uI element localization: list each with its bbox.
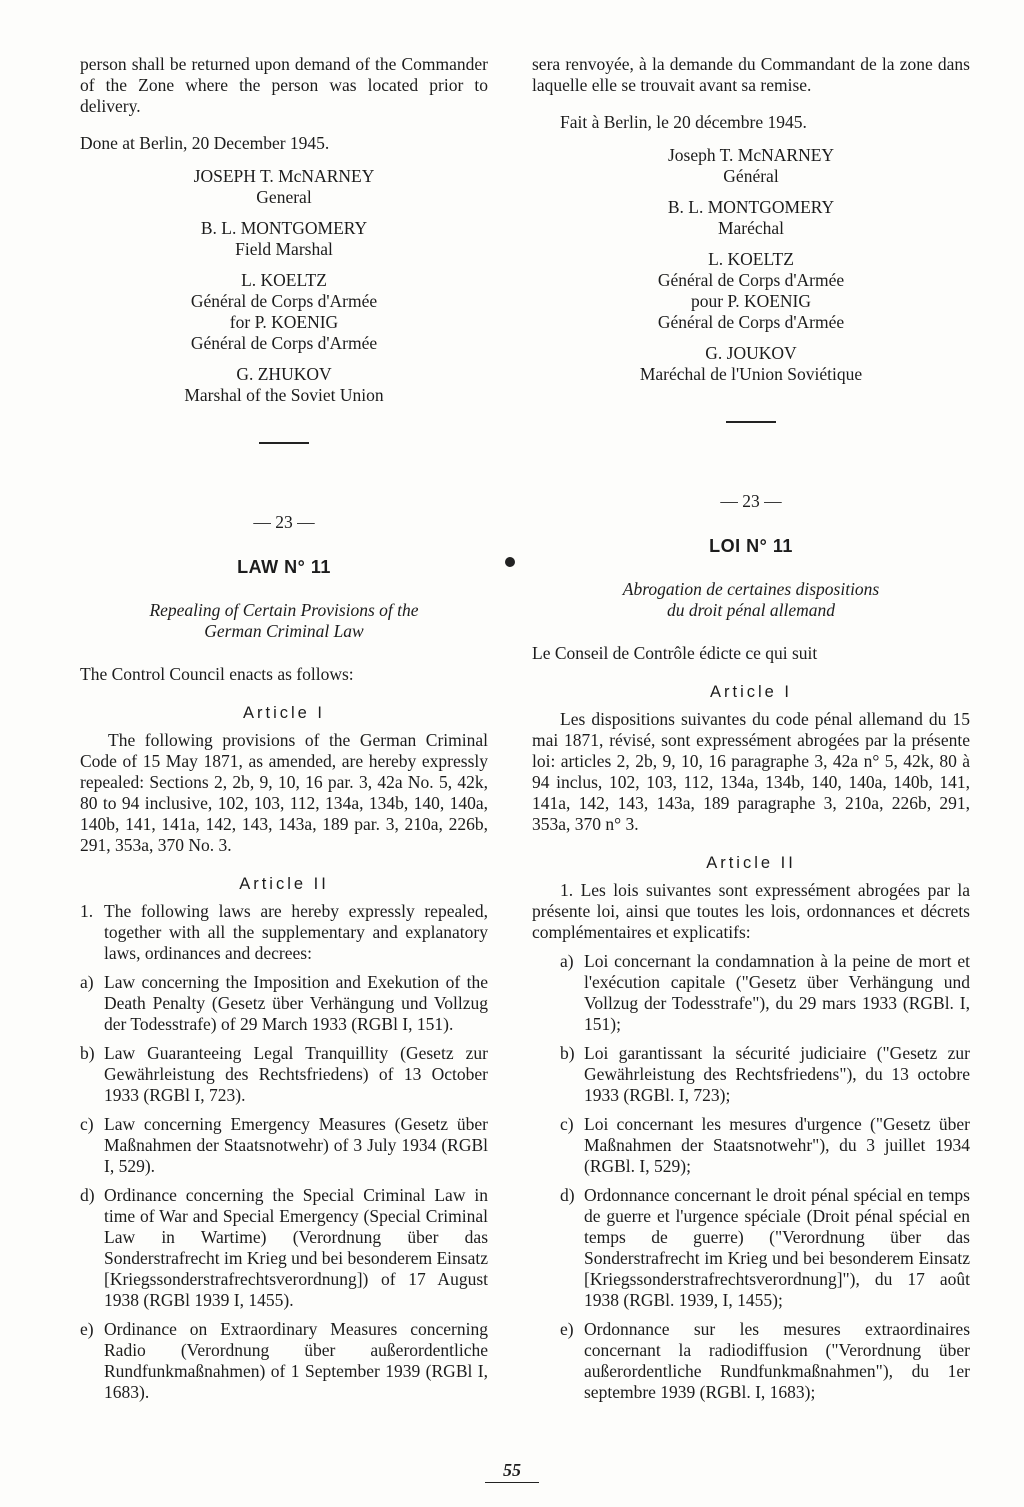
enacting-clause: Le Conseil de Contrôle édicte ce qui suit <box>532 642 818 663</box>
section-number: — 23 — <box>253 511 315 532</box>
item-label: a) <box>560 950 574 971</box>
repealed-laws-list <box>560 951 970 1403</box>
item-text: Loi concernant les mesures d'urgence ("Gesetz über Maßnahmen der Staatsnotwehr"), du 3 juillet 1934 (RGBl. I, 529); <box>584 1113 970 1176</box>
list-item <box>80 972 488 1035</box>
article-heading: Article II <box>239 874 329 893</box>
english-column <box>80 54 488 1411</box>
signature-block <box>80 270 488 354</box>
scan-mark <box>505 557 515 567</box>
signature-block <box>80 218 488 260</box>
signature-block <box>532 249 970 333</box>
signatory-name: B. L. MONTGOMERY <box>200 218 368 238</box>
list-item <box>80 1043 488 1106</box>
list-item <box>560 1114 970 1177</box>
item-text: Law concerning the Imposition and Exekution of the Death Penalty (Gesetz über Verhängung und Vollzug der Todesstrafe) of 29 March 1933 (RGBl I, 151). <box>104 971 488 1034</box>
numbered-paragraph <box>80 901 488 964</box>
signatory-name: B. L. MONTGOMERY <box>667 197 835 217</box>
done-at-line: Done at Berlin, 20 December 1945. <box>80 133 330 153</box>
paragraph-text: 1. Les lois suivantes sont expressément abrogées par la présente loi, ainsi que toutes les lois, ordonnances et décrets complémentaires et explicatifs: <box>532 879 970 942</box>
item-text: Ordinance concerning the Special Criminal Law in time of War and Special Emergency (Special Criminal Law in Wartime) (Verordnung über das Sonderstrafrecht im Krieg und bei besonderem Einsatz [Kriegssonderstrafrechtsverordnung]) of 17 August 1938 (RGBl 1939 I, 1455). <box>104 1184 488 1310</box>
law-subtitle-line: Abrogation de certaines dispositions <box>622 578 880 599</box>
french-column <box>532 54 970 1411</box>
item-label: d) <box>560 1184 575 1205</box>
section-number: — 23 — <box>720 490 782 511</box>
separator-rule <box>726 421 776 423</box>
item-text: Law concerning Emergency Measures (Gesetz über Maßnahmen der Staatsnotwehr) of 3 July 1934 (RGBl I, 529). <box>104 1113 488 1176</box>
signatory-for-title: Général de Corps d'Armée <box>657 312 845 332</box>
signatory-title: Général <box>723 166 779 186</box>
page-number-text: 55 <box>485 1460 539 1483</box>
signatory-title: Marshal of the Soviet Union <box>184 385 384 405</box>
signatory-name: G. JOUKOV <box>705 343 797 363</box>
item-label: c) <box>560 1113 574 1134</box>
signatory-name: L. KOELTZ <box>708 249 794 269</box>
page-number <box>0 1460 1024 1481</box>
list-item <box>560 1185 970 1311</box>
article-heading: Article I <box>709 682 792 701</box>
item-label: e) <box>560 1318 574 1339</box>
law-subtitle-line: du droit pénal allemand <box>666 599 836 620</box>
signatory-title: Général de Corps d'Armée <box>190 291 378 311</box>
list-item <box>80 1319 488 1403</box>
signatory-for-name: for P. KOENIG <box>229 312 339 332</box>
paragraph-number: 1. <box>80 900 94 921</box>
signatory-for-name: pour P. KOENIG <box>690 291 812 311</box>
item-label: c) <box>80 1113 94 1134</box>
law-subtitle <box>532 579 970 621</box>
list-item <box>80 1185 488 1311</box>
item-text: Law Guaranteeing Legal Tranquillity (Gesetz zur Gewährleistung des Rechtsfriedens) of 13 October 1933 (RGBl I, 723). <box>104 1042 488 1105</box>
signatory-name: Joseph T. McNARNEY <box>667 145 835 165</box>
signatory-name: L. KOELTZ <box>241 270 327 290</box>
item-label: b) <box>560 1042 575 1063</box>
continuation-paragraph: sera renvoyée, à la demande du Commandant de la zone dans laquelle elle se trouvait avant sa remise. <box>532 54 970 95</box>
article-heading: Article II <box>706 853 796 872</box>
signatory-title: Maréchal <box>717 218 785 238</box>
signatory-title: Field Marshal <box>235 239 333 259</box>
item-label: d) <box>80 1184 95 1205</box>
item-label: b) <box>80 1042 95 1063</box>
item-text: Ordinance on Extraordinary Measures concerning Radio (Verordnung über außerordentliche Rundfunkmaßnahmen) of 1 September 1939 (RGBl I, 1683). <box>104 1318 488 1402</box>
article-text: Les dispositions suivantes du code pénal allemand du 15 mai 1871, révisé, sont expressément abrogées par la présente loi: articles 2, 2b, 9, 10, 16 paragraphe 3, 42a n° 5, 42k, 80 à 94 inclus, 102, 103, 112, 134a, 134b, 140, 140a, 140b, 141, 141a, 142, 143, 143a, 189 paragraphe 3, 210a, 226b, 291, 353a, 370 n° 3. <box>532 708 970 834</box>
list-item <box>80 1114 488 1177</box>
law-title: LAW N° 11 <box>237 556 331 577</box>
signature-block <box>532 343 970 385</box>
list-item <box>560 951 970 1035</box>
item-label: e) <box>80 1318 94 1339</box>
item-text: Ordonnance sur les mesures extraordinaires concernant la radiodiffusion ("Verordnung über außerordentliche Rundfunkmaßnahmen"), du 1er septembre 1939 (RGBl. I, 1683); <box>584 1318 970 1402</box>
signatory-name: JOSEPH T. McNARNEY <box>193 166 375 186</box>
signatory-title: Général de Corps d'Armée <box>657 270 845 290</box>
article-heading: Article I <box>242 703 325 722</box>
enacting-clause: The Control Council enacts as follows: <box>80 663 354 684</box>
law-subtitle-line: German Criminal Law <box>204 620 364 641</box>
list-item <box>560 1043 970 1106</box>
signature-block <box>80 166 488 208</box>
article-text: The following provisions of the German Criminal Code of 15 May 1871, as amended, are hereby expressly repealed: Sections 2, 2b, 9, 10, 16 par. 3, 42a No. 5, 42k, 80 to 94 inclusive, 102, 103, 112, 134a, 134b, 140, 140a, 140b, 141, 141a, 142, 143, 143a, 189 par. 3, 210a, 226b, 291, 353a, 370 No. 3. <box>80 729 488 855</box>
signatory-title: General <box>256 187 312 207</box>
law-subtitle-line: Repealing of Certain Provisions of the <box>149 599 419 620</box>
paragraph-text: The following laws are hereby expressly repealed, together with all the supplementary and explanatory laws, ordinances and decrees: <box>104 900 488 963</box>
signatory-title: Maréchal de l'Union Soviétique <box>639 364 863 384</box>
item-label: a) <box>80 971 94 992</box>
signature-block <box>532 197 970 239</box>
signatory-name: G. ZHUKOV <box>236 364 332 384</box>
signature-block <box>532 145 970 187</box>
signatory-for-title: Général de Corps d'Armée <box>190 333 378 353</box>
signature-block <box>80 364 488 406</box>
law-title: LOI N° 11 <box>709 535 793 556</box>
item-text: Loi garantissant la sécurité judiciaire ("Gesetz zur Gewährleistung des Rechtsfriedens"), du 13 octobre 1933 (RGBl. I, 723); <box>584 1042 970 1105</box>
done-at-line: Fait à Berlin, le 20 décembre 1945. <box>560 112 807 132</box>
separator-rule <box>259 442 309 444</box>
item-text: Loi concernant la condamnation à la peine de mort et l'exécution capitale ("Gesetz über Verhängung und Vollzug der Todesstrafe"), du 29 mars 1933 (RGBl. I, 151); <box>584 950 970 1034</box>
law-subtitle <box>80 600 488 642</box>
repealed-laws-list <box>80 972 488 1403</box>
item-text: Ordonnance concernant le droit pénal spécial en temps de guerre et l'urgence spéciale (Droit pénal spécial en temps de guerre) ("Verordnung über das Sonderstrafrecht im Krieg und bei besonderem Einsatz [Kriegssonderstrafrechtsverordnung]"), du 17 août 1938 (RGBl. 1939, I, 1455); <box>584 1184 970 1310</box>
continuation-paragraph: person shall be returned upon demand of the Commander of the Zone where the person was located prior to delivery. <box>80 54 488 116</box>
list-item <box>560 1319 970 1403</box>
